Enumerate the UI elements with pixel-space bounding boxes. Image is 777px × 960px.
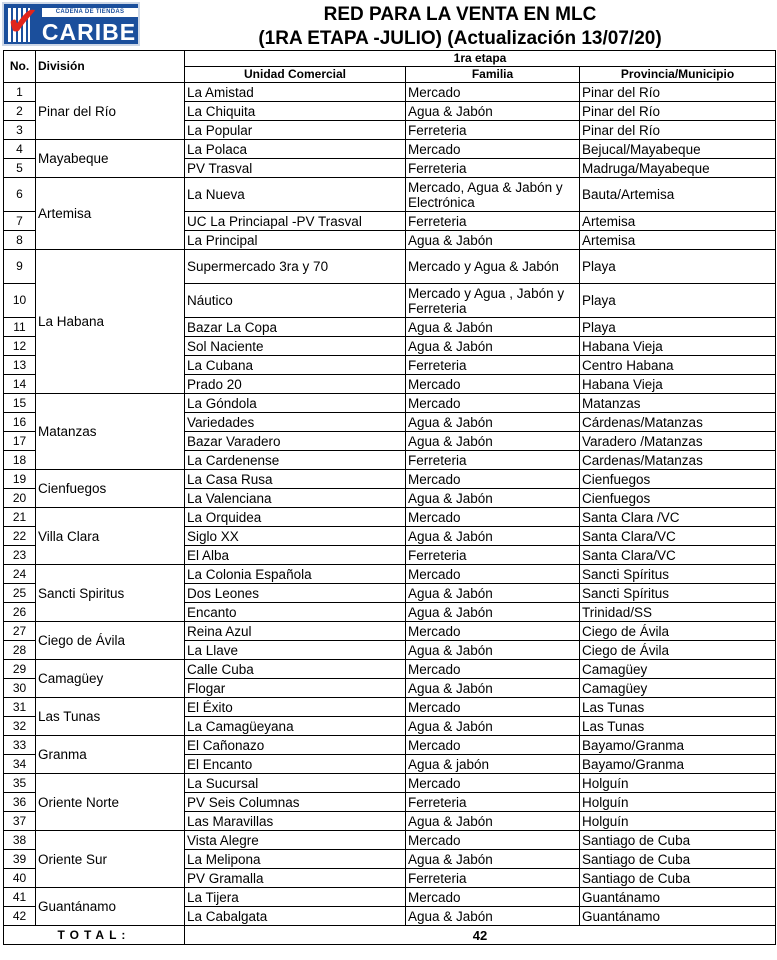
table-row	[4, 736, 776, 755]
row-number: 12	[4, 337, 36, 356]
table-row	[4, 140, 776, 159]
row-number: 32	[4, 717, 36, 736]
row-number: 28	[4, 641, 36, 660]
familia: Agua & Jabón	[406, 337, 580, 356]
row-number: 1	[4, 83, 36, 102]
familia: Mercado	[406, 831, 580, 850]
table-row	[4, 250, 776, 284]
row-number: 39	[4, 850, 36, 869]
division-name: La Habana	[36, 250, 185, 394]
row-number: 26	[4, 603, 36, 622]
table-row	[4, 888, 776, 907]
familia: Ferreteria	[406, 121, 580, 140]
unidad-comercial: La Tijera	[185, 888, 406, 907]
unidad-comercial: La Camagüeyana	[185, 717, 406, 736]
familia: Agua & Jabón	[406, 527, 580, 546]
provincia-municipio: Santiago de Cuba	[580, 869, 776, 888]
table-row	[4, 178, 776, 212]
provincia-municipio: Playa	[580, 250, 776, 284]
familia: Agua & Jabón	[406, 812, 580, 831]
header-provincia: Provincia/Municipio	[580, 67, 776, 83]
provincia-municipio: Cárdenas/Matanzas	[580, 413, 776, 432]
familia: Mercado, Agua & Jabón y Electrónica	[406, 178, 580, 212]
row-number: 16	[4, 413, 36, 432]
row-number: 22	[4, 527, 36, 546]
provincia-municipio: Guantánamo	[580, 907, 776, 926]
header-familia: Familia	[406, 67, 580, 83]
row-number: 38	[4, 831, 36, 850]
row-number: 15	[4, 394, 36, 413]
caribe-logo	[2, 2, 140, 46]
table-row	[4, 774, 776, 793]
provincia-municipio: Artemisa	[580, 212, 776, 231]
provincia-municipio: Bayamo/Granma	[580, 736, 776, 755]
familia: Ferreteria	[406, 159, 580, 178]
division-name: Villa Clara	[36, 508, 185, 565]
row-number: 13	[4, 356, 36, 375]
unidad-comercial: Bazar Varadero	[185, 432, 406, 451]
division-name: Ciego de Ávila	[36, 622, 185, 660]
row-number: 8	[4, 231, 36, 250]
row-number: 29	[4, 660, 36, 679]
row-number: 2	[4, 102, 36, 121]
row-number: 27	[4, 622, 36, 641]
row-number: 17	[4, 432, 36, 451]
division-name: Oriente Norte	[36, 774, 185, 831]
unidad-comercial: Sol Naciente	[185, 337, 406, 356]
provincia-municipio: Guantánamo	[580, 888, 776, 907]
row-number: 3	[4, 121, 36, 140]
table-row	[4, 508, 776, 527]
row-number: 37	[4, 812, 36, 831]
division-name: Pinar del Río	[36, 83, 185, 140]
provincia-municipio: Madruga/Mayabeque	[580, 159, 776, 178]
provincia-municipio: Matanzas	[580, 394, 776, 413]
page-title: RED PARA LA VENTA EN MLC	[323, 4, 597, 25]
header-division: División	[36, 51, 185, 83]
familia: Agua & Jabón	[406, 318, 580, 337]
row-number: 14	[4, 375, 36, 394]
provincia-municipio: Bejucal/Mayabeque	[580, 140, 776, 159]
row-number: 33	[4, 736, 36, 755]
table-row	[4, 470, 776, 489]
provincia-municipio: Varadero /Matanzas	[580, 432, 776, 451]
header-unidad: Unidad Comercial	[185, 67, 406, 83]
unidad-comercial: Las Maravillas	[185, 812, 406, 831]
provincia-municipio: Artemisa	[580, 231, 776, 250]
row-number: 9	[4, 250, 36, 284]
provincia-municipio: Camagüey	[580, 660, 776, 679]
familia: Ferreteria	[406, 212, 580, 231]
unidad-comercial: La Cubana	[185, 356, 406, 375]
table-row	[4, 83, 776, 102]
provincia-municipio: Sancti Spíritus	[580, 565, 776, 584]
unidad-comercial: La Polaca	[185, 140, 406, 159]
unidad-comercial: El Encanto	[185, 755, 406, 774]
provincia-municipio: Santa Clara /VC	[580, 508, 776, 527]
familia: Mercado y Agua & Jabón	[406, 250, 580, 284]
provincia-municipio: Pinar del Río	[580, 121, 776, 140]
unidad-comercial: El Cañonazo	[185, 736, 406, 755]
familia: Mercado	[406, 660, 580, 679]
unidad-comercial: Dos Leones	[185, 584, 406, 603]
familia: Agua & Jabón	[406, 584, 580, 603]
provincia-municipio: Santiago de Cuba	[580, 850, 776, 869]
familia: Mercado	[406, 736, 580, 755]
provincia-municipio: Bayamo/Granma	[580, 755, 776, 774]
row-number: 35	[4, 774, 36, 793]
division-name: Oriente Sur	[36, 831, 185, 888]
row-number: 23	[4, 546, 36, 565]
unidad-comercial: Vista Alegre	[185, 831, 406, 850]
provincia-municipio: Habana Vieja	[580, 337, 776, 356]
provincia-municipio: Las Tunas	[580, 717, 776, 736]
division-name: Sancti Spiritus	[36, 565, 185, 622]
unidad-comercial: PV Seis Columnas	[185, 793, 406, 812]
row-number: 34	[4, 755, 36, 774]
unidad-comercial: La Colonia Española	[185, 565, 406, 584]
division-name: Camagüey	[36, 660, 185, 698]
familia: Mercado	[406, 470, 580, 489]
unidad-comercial: La Principal	[185, 231, 406, 250]
total-value: 42	[185, 926, 776, 945]
provincia-municipio: Bauta/Artemisa	[580, 178, 776, 212]
familia: Agua & Jabón	[406, 717, 580, 736]
unidad-comercial: La Amistad	[185, 83, 406, 102]
division-name: Artemisa	[36, 178, 185, 250]
familia: Mercado	[406, 508, 580, 527]
unidad-comercial: Supermercado 3ra y 70	[185, 250, 406, 284]
familia: Ferreteria	[406, 451, 580, 470]
unidad-comercial: Bazar La Copa	[185, 318, 406, 337]
unidad-comercial: La Popular	[185, 121, 406, 140]
row-number: 31	[4, 698, 36, 717]
provincia-municipio: Playa	[580, 284, 776, 318]
row-number: 30	[4, 679, 36, 698]
unidad-comercial: UC La Princiapal -PV Trasval	[185, 212, 406, 231]
unidad-comercial: Variedades	[185, 413, 406, 432]
familia: Ferreteria	[406, 356, 580, 375]
familia: Mercado	[406, 565, 580, 584]
row-number: 42	[4, 907, 36, 926]
row-number: 25	[4, 584, 36, 603]
unidad-comercial: Náutico	[185, 284, 406, 318]
provincia-municipio: Ciego de Ávila	[580, 622, 776, 641]
provincia-municipio: Cienfuegos	[580, 470, 776, 489]
unidad-comercial: El Alba	[185, 546, 406, 565]
table-row	[4, 622, 776, 641]
checkmark-icon: ✔	[6, 2, 40, 45]
familia: Ferreteria	[406, 869, 580, 888]
familia: Ferreteria	[406, 546, 580, 565]
division-name: Matanzas	[36, 394, 185, 470]
header-stage: 1ra etapa	[185, 51, 776, 67]
familia: Ferreteria	[406, 793, 580, 812]
division-name: Las Tunas	[36, 698, 185, 736]
provincia-municipio: Las Tunas	[580, 698, 776, 717]
unidad-comercial: Encanto	[185, 603, 406, 622]
familia: Agua & Jabón	[406, 489, 580, 508]
unidad-comercial: La Orquidea	[185, 508, 406, 527]
unidad-comercial: El Éxito	[185, 698, 406, 717]
provincia-municipio: Camagüey	[580, 679, 776, 698]
row-number: 21	[4, 508, 36, 527]
row-number: 7	[4, 212, 36, 231]
unidad-comercial: PV Trasval	[185, 159, 406, 178]
provincia-municipio: Playa	[580, 318, 776, 337]
provincia-municipio: Centro Habana	[580, 356, 776, 375]
familia: Mercado	[406, 698, 580, 717]
familia: Agua & Jabón	[406, 603, 580, 622]
provincia-municipio: Santa Clara/VC	[580, 546, 776, 565]
unidad-comercial: Prado 20	[185, 375, 406, 394]
unidad-comercial: Reina Azul	[185, 622, 406, 641]
row-number: 18	[4, 451, 36, 470]
table-row	[4, 831, 776, 850]
division-name: Guantánamo	[36, 888, 185, 926]
provincia-municipio: Holguín	[580, 812, 776, 831]
unidad-comercial: Siglo XX	[185, 527, 406, 546]
table-body	[4, 83, 776, 926]
familia: Agua & Jabón	[406, 432, 580, 451]
provincia-municipio: Ciego de Ávila	[580, 641, 776, 660]
unidad-comercial: La Sucursal	[185, 774, 406, 793]
familia: Mercado	[406, 83, 580, 102]
familia: Agua & Jabón	[406, 231, 580, 250]
header-no: No.	[4, 51, 36, 83]
row-number: 24	[4, 565, 36, 584]
provincia-municipio: Pinar del Río	[580, 102, 776, 121]
familia: Mercado	[406, 774, 580, 793]
unidad-comercial: La Valenciana	[185, 489, 406, 508]
logo-tagline: CADENA DE TIENDAS	[42, 8, 138, 17]
table-row	[4, 660, 776, 679]
familia: Mercado y Agua , Jabón y Ferreteria	[406, 284, 580, 318]
row-number: 11	[4, 318, 36, 337]
unidad-comercial: La Cardenense	[185, 451, 406, 470]
unidad-comercial: Calle Cuba	[185, 660, 406, 679]
unidad-comercial: La Chiquita	[185, 102, 406, 121]
familia: Agua & Jabón	[406, 907, 580, 926]
familia: Agua & Jabón	[406, 413, 580, 432]
provincia-municipio: Holguín	[580, 774, 776, 793]
stores-table	[3, 50, 776, 945]
row-number: 40	[4, 869, 36, 888]
total-label: TOTAL:	[4, 926, 185, 945]
familia: Mercado	[406, 375, 580, 394]
division-name: Cienfuegos	[36, 470, 185, 508]
unidad-comercial: Flogar	[185, 679, 406, 698]
familia: Agua & jabón	[406, 755, 580, 774]
unidad-comercial: PV Gramalla	[185, 869, 406, 888]
row-number: 41	[4, 888, 36, 907]
table-row	[4, 698, 776, 717]
familia: Mercado	[406, 622, 580, 641]
row-number: 5	[4, 159, 36, 178]
provincia-municipio: Habana Vieja	[580, 375, 776, 394]
row-number: 36	[4, 793, 36, 812]
familia: Mercado	[406, 394, 580, 413]
provincia-municipio: Santa Clara/VC	[580, 527, 776, 546]
provincia-municipio: Holguín	[580, 793, 776, 812]
provincia-municipio: Trinidad/SS	[580, 603, 776, 622]
familia: Mercado	[406, 140, 580, 159]
page-subtitle: (1RA ETAPA -JULIO) (Actualización 13/07/20)	[258, 28, 662, 49]
row-number: 10	[4, 284, 36, 318]
provincia-municipio: Pinar del Río	[580, 83, 776, 102]
division-name: Mayabeque	[36, 140, 185, 178]
division-name: Granma	[36, 736, 185, 774]
row-number: 6	[4, 178, 36, 212]
familia: Agua & Jabón	[406, 102, 580, 121]
unidad-comercial: La Llave	[185, 641, 406, 660]
unidad-comercial: La Melipona	[185, 850, 406, 869]
unidad-comercial: La Casa Rusa	[185, 470, 406, 489]
row-number: 19	[4, 470, 36, 489]
logo-brand: CARIBE	[41, 19, 137, 45]
provincia-municipio: Santiago de Cuba	[580, 831, 776, 850]
row-number: 20	[4, 489, 36, 508]
familia: Agua & Jabón	[406, 679, 580, 698]
row-number: 4	[4, 140, 36, 159]
familia: Mercado	[406, 888, 580, 907]
provincia-municipio: Sancti Spíritus	[580, 584, 776, 603]
unidad-comercial: La Góndola	[185, 394, 406, 413]
table-row	[4, 394, 776, 413]
familia: Agua & Jabón	[406, 850, 580, 869]
familia: Agua & Jabón	[406, 641, 580, 660]
table-row	[4, 565, 776, 584]
provincia-municipio: Cardenas/Matanzas	[580, 451, 776, 470]
unidad-comercial: La Cabalgata	[185, 907, 406, 926]
provincia-municipio: Cienfuegos	[580, 489, 776, 508]
unidad-comercial: La Nueva	[185, 178, 406, 212]
